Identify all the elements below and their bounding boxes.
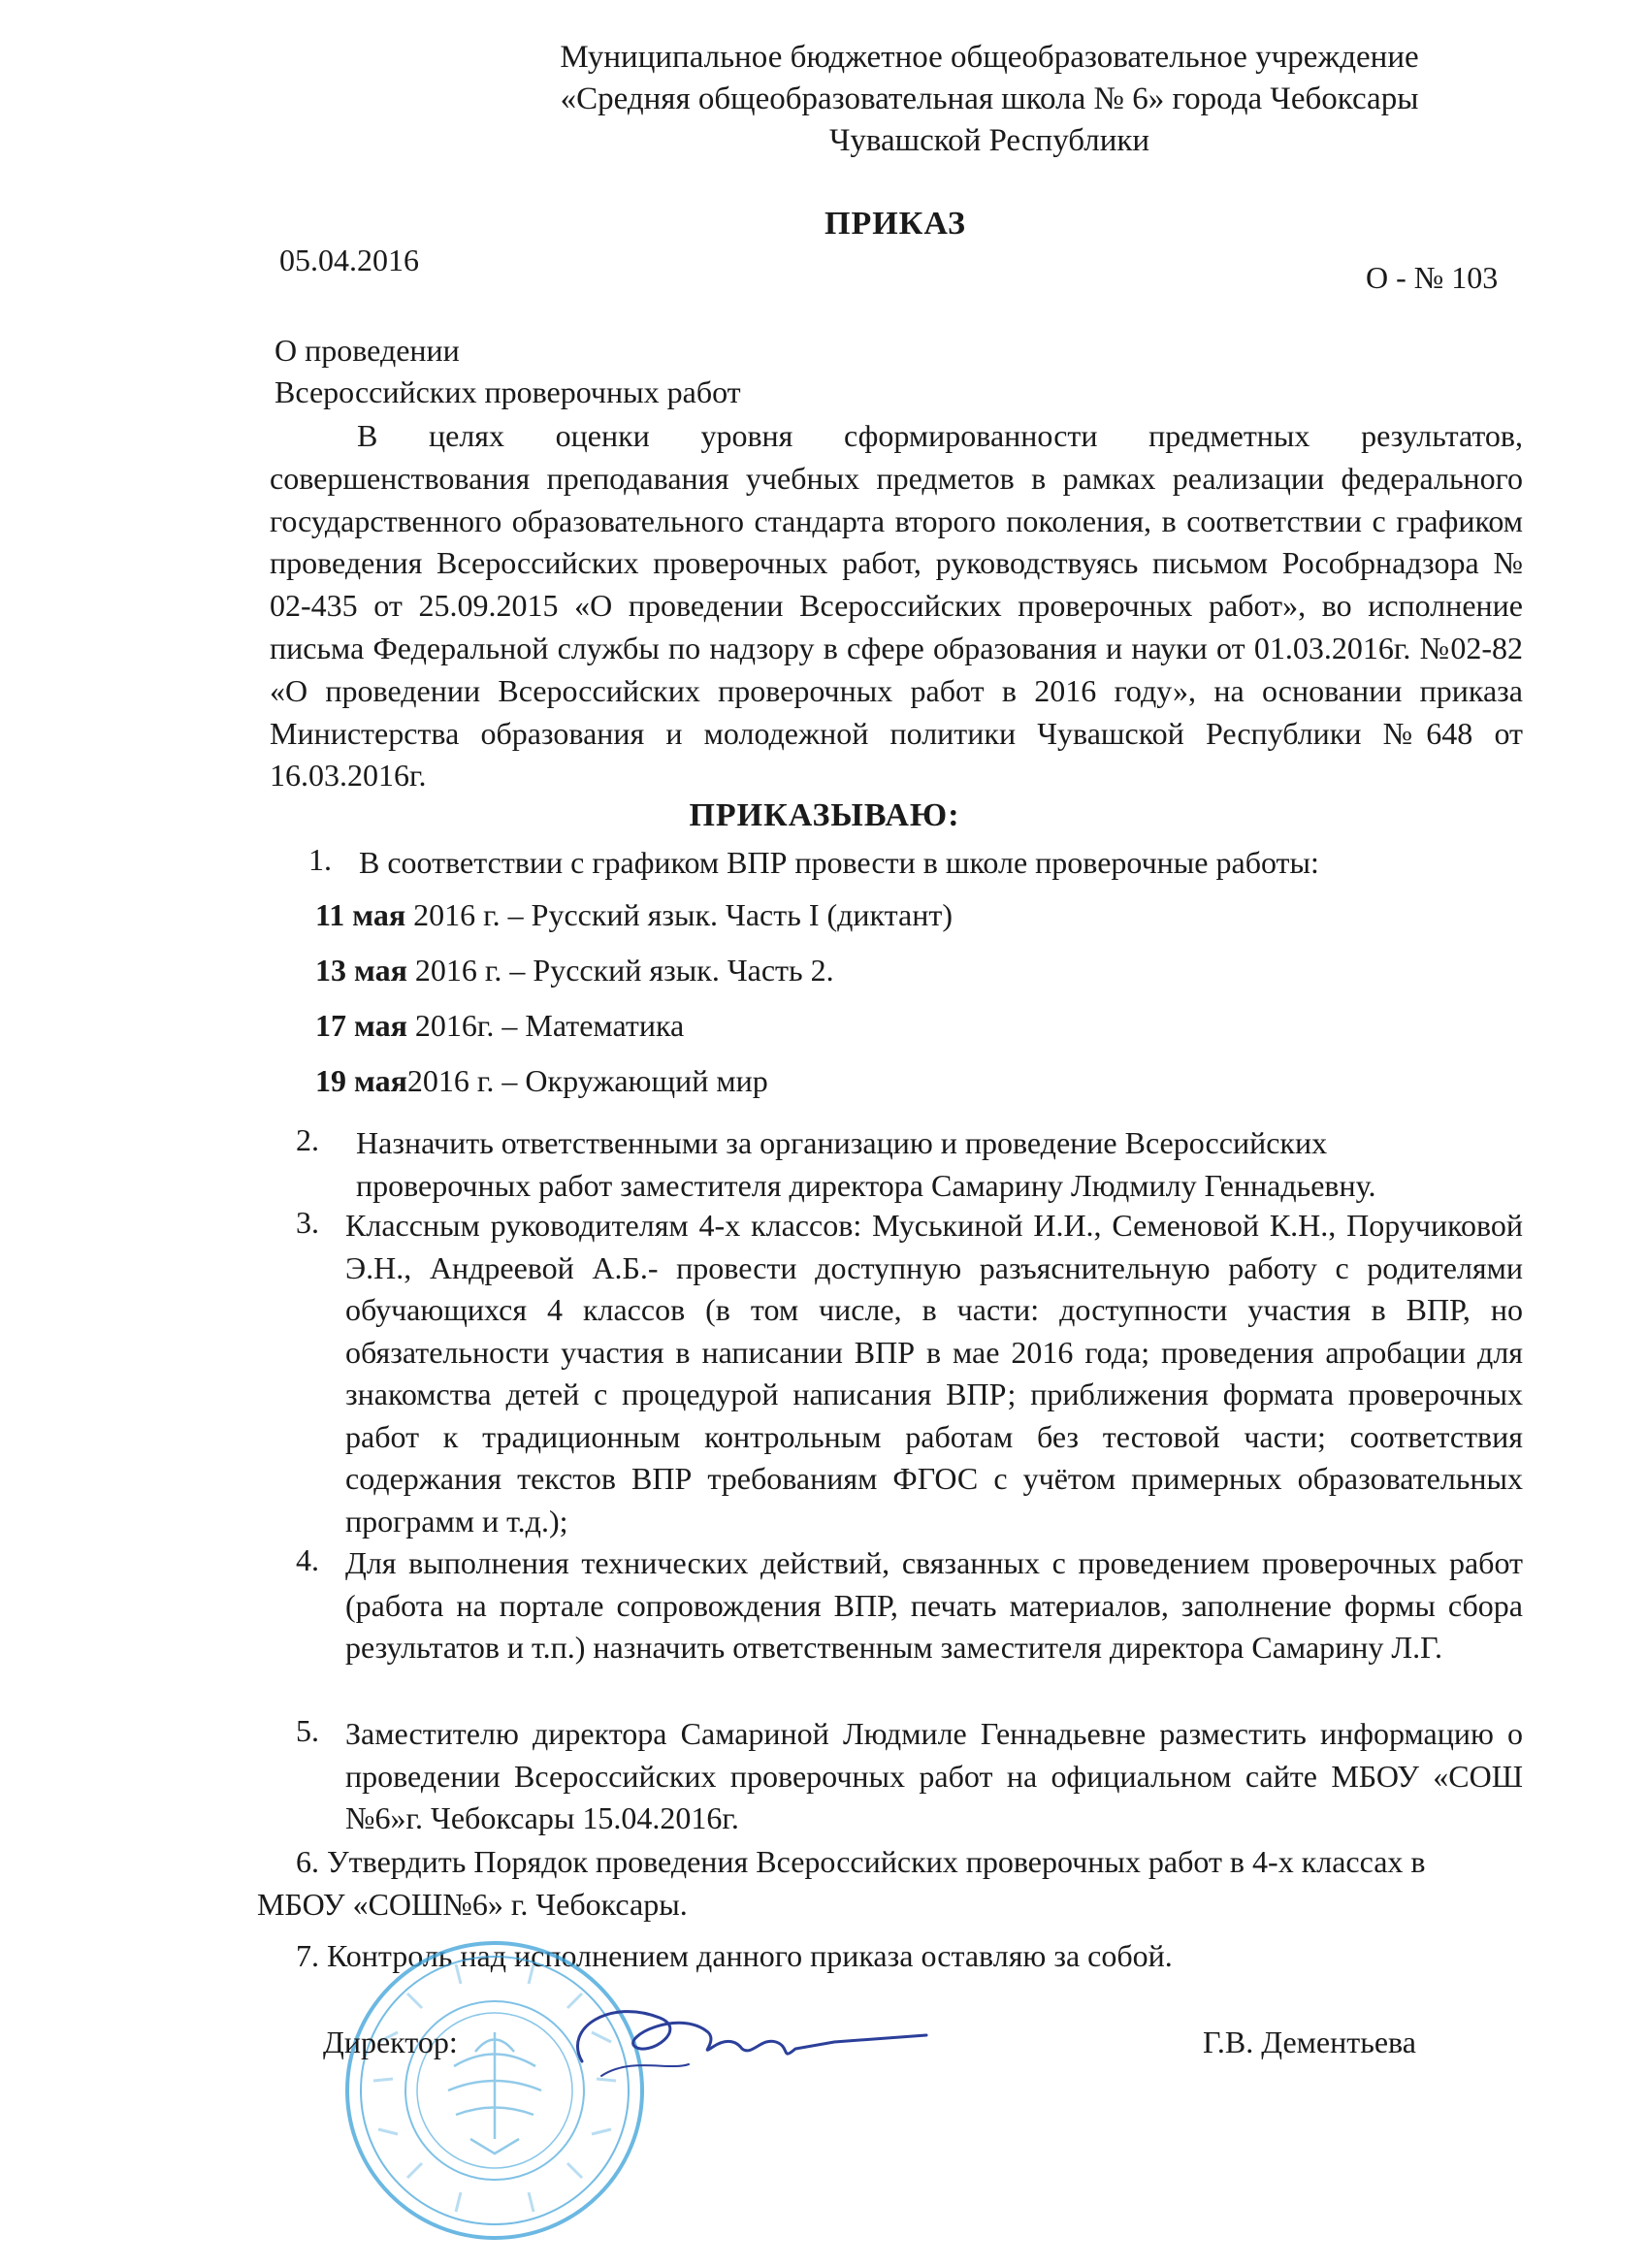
item-number-1: 1. <box>308 842 332 877</box>
institution-header <box>456 37 1523 162</box>
schedule-text: 2016 г. – Окружающий мир <box>406 1063 768 1098</box>
schedule-day: 11 мая <box>315 897 406 932</box>
signatory-role: Директор: <box>323 2025 458 2059</box>
item-6: 6. Утвердить Порядок проведения Всероссийских проверочных работ в 4-х классах в МБОУ «СОШ№6» г. Чебоксары. <box>257 1844 1426 1922</box>
schedule-text: 2016 г. – Русский язык. Часть 2. <box>406 953 834 988</box>
document-title: ПРИКАЗ <box>824 206 966 242</box>
header-line-1: Муниципальное бюджетное общеобразовательное учреждение <box>560 40 1419 75</box>
item-4: Для выполнения технических действий, связанных с проведением проверочных работ (работа на портале сопровождения ВПР, печать материалов, заполнение формы сбора результатов и т.п.) назначить ответственным заместителя директора Самарину Л.Г. <box>345 1545 1523 1665</box>
header-line-2: «Средняя общеобразовательная школа № 6» города Чебоксары <box>560 81 1419 116</box>
item-number-2: 2. <box>296 1122 319 1157</box>
handwritten-signature <box>543 1989 931 2095</box>
schedule-row-2 <box>315 953 834 988</box>
schedule-day: 13 мая <box>315 953 407 988</box>
subject-line-1: О проведении <box>275 333 460 368</box>
item-7: 7. Контроль над исполнением данного приказа оставляю за собой. <box>296 1938 1173 1973</box>
header-line-3: Чувашской Республики <box>828 123 1150 158</box>
schedule-row-3 <box>315 1008 684 1044</box>
signatory-name: Г.В. Дементьева <box>1203 2025 1416 2059</box>
schedule-day: 19 мая <box>315 1063 407 1098</box>
item-3: Классным руководителям 4-х классов: Муськиной И.И., Семеновой К.Н., Поручиковой Э.Н., Андреевой А.Б.- провести доступную разъяснительную работу с родителями обучающихся 4 классов (в том числе, в части: доступности участия в ВПР, но обязательности участия в написании ВПР в мае 2016 года; проведения апробации для знакомства детей с процедурой написания ВПР; приближения формата проверочных работ к традиционным контрольным работам без тестовой части; соответствия содержания текстов ВПР требованиям ФГОС с учётом примерных образовательных программ и т.д.); <box>345 1208 1523 1539</box>
schedule-row-4 <box>315 1063 768 1099</box>
item-1: В соответствии с графиком ВПР провести в школе проверочные работы: <box>359 845 1319 880</box>
document-date: 05.04.2016 <box>279 243 419 277</box>
schedule-text: 2016г. – Математика <box>406 1008 685 1043</box>
document-subject <box>275 330 741 413</box>
subject-line-2: Всероссийских проверочных работ <box>275 374 741 409</box>
document-number: О - № 103 <box>1366 260 1499 295</box>
preamble-paragraph: В целях оценки уровня сформированности предметных результатов, совершенствования преподавания учебных предметов в рамках реализации федерального государственного образовательного стандарта второго поколения, в соответствии с графиком проведения Всероссийских проверочных работ, руководствуясь письмом Рособрнадзора № 02-435 от 25.09.2015 «О проведении Всероссийских проверочных работ», во исполнение письма Федеральной службы по надзору в сфере образования и науки от 01.03.2016г. №02-82 «О проведении Всероссийских проверочных работ в 2016 году», на основании приказа Министерства образования и молодежной политики Чувашской Республики №648 от 16.03.2016г. <box>270 418 1523 794</box>
schedule-day: 17 мая <box>315 1008 407 1043</box>
item-number-5: 5. <box>296 1713 319 1748</box>
item-number-3: 3. <box>296 1205 319 1240</box>
order-heading: ПРИКАЗЫВАЮ: <box>689 797 960 833</box>
item-2: Назначить ответственными за организацию и проведение Всероссийских проверочных работ заместителя директора Самарину Людмилу Геннадьевну. <box>356 1125 1376 1203</box>
schedule-text: 2016 г. – Русский язык. Часть I (диктант) <box>405 897 954 932</box>
item-5: Заместителю директора Самариной Людмиле Геннадьевне разместить информацию о проведении Всероссийских проверочных работ на официальном сайте МБОУ «СОШ №6»г. Чебоксары 15.04.2016г. <box>345 1716 1523 1835</box>
schedule-row-1 <box>315 897 953 933</box>
item-number-4: 4. <box>296 1542 319 1577</box>
